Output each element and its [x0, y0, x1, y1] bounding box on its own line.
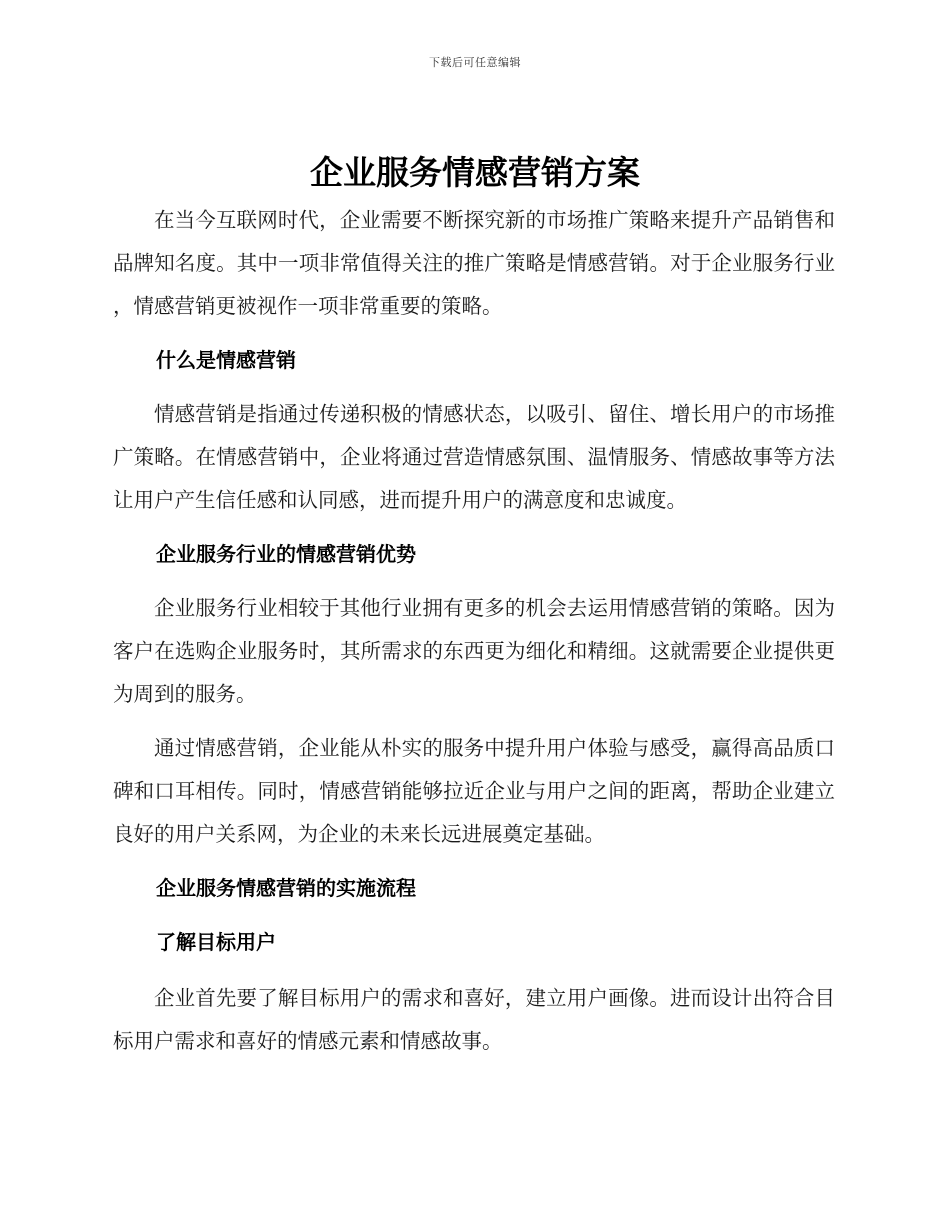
section-advantage-heading: 企业服务行业的情感营销优势: [156, 542, 416, 566]
section-advantage-paragraph-1: 企业服务行业相较于其他行业拥有更多的机会去运用情感营销的策略。因为客户在选购企业服务时，其所需求的东西更为细化和精细。这就需要企业提供更为周到的服务。: [113, 596, 835, 706]
section-process-paragraph: 企业首先要了解目标用户的需求和喜好，建立用户画像。进而设计出符合目标用户需求和喜好的情感元素和情感故事。: [113, 986, 835, 1053]
intro-paragraph: 在当今互联网时代，企业需要不断探究新的市场推广策略来提升产品销售和品牌知名度。其中一项非常值得关注的推广策略是情感营销。对于企业服务行业，情感营销更被视作一项非常重要的策略。: [113, 208, 835, 318]
section-what-paragraph: 情感营销是指通过传递积极的情感状态，以吸引、留住、增长用户的市场推广策略。在情感营销中，企业将通过营造情感氛围、温情服务、情感故事等方法让用户产生信任感和认同感，进而提升用户的满意度和忠诚度。: [113, 402, 835, 512]
section-advantage-paragraph-2: 通过情感营销，企业能从朴实的服务中提升用户体验与感受，赢得高品质口碑和口耳相传。同时，情感营销能够拉近企业与用户之间的距离，帮助企业建立良好的用户关系网，为企业的未来长远进展奠定基础。: [113, 736, 835, 846]
document-title: 企业服务情感营销方案: [310, 153, 640, 192]
section-what-heading: 什么是情感营销: [156, 348, 296, 372]
header-note: 下载后可任意编辑: [429, 56, 521, 69]
section-process-heading: 企业服务情感营销的实施流程: [156, 876, 416, 900]
section-process-subheading: 了解目标用户: [156, 930, 276, 954]
